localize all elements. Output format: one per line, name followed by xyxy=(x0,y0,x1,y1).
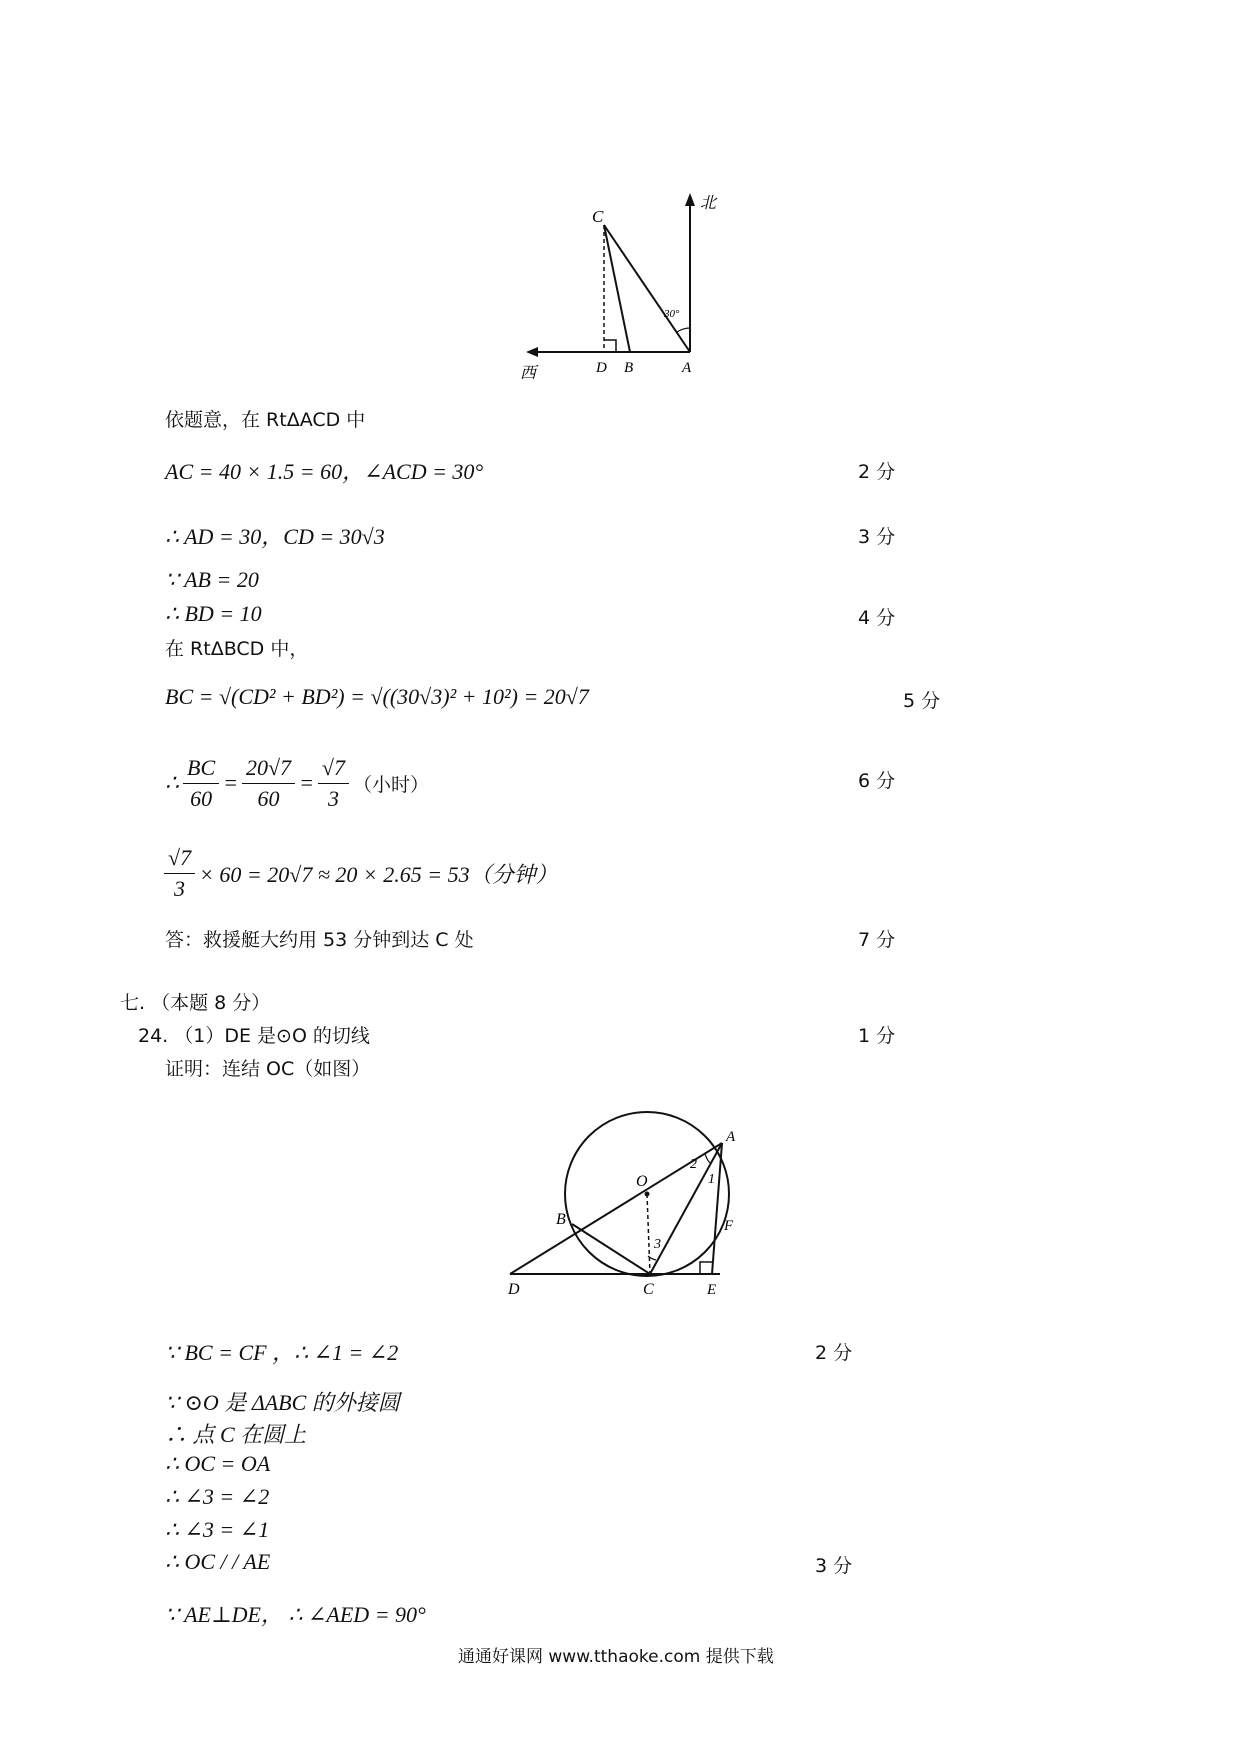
fraction-root7-over-3 xyxy=(164,845,195,902)
fraction-denominator: 60 xyxy=(257,785,280,811)
line-circumcircle: ∵ ⊙O 是 ΔABC 的外接圆 xyxy=(165,1390,400,1415)
figure2-label-F: F xyxy=(724,1218,734,1234)
score-5: 5 分 xyxy=(903,690,941,712)
figure2-label-B: B xyxy=(556,1211,566,1228)
score-2b: 2 分 xyxy=(815,1342,853,1364)
fraction-numerator: BC xyxy=(183,755,219,784)
footer-credit: 通通好课网 www.tthaoke.com 提供下载 xyxy=(458,1647,774,1667)
figure2-label-D: D xyxy=(508,1281,520,1298)
score-2: 2 分 xyxy=(858,461,896,483)
line-ac-value: AC = 40 × 1.5 = 60，∠ACD = 30° xyxy=(165,459,484,484)
figure-compass-diagram xyxy=(520,190,740,390)
line-time-minutes xyxy=(160,838,558,908)
figure1-angle-label: 30° xyxy=(664,308,680,320)
section-heading-7: 七. （本题 8 分） xyxy=(120,992,271,1014)
figure2-angle-1: 1 xyxy=(708,1172,715,1187)
line-time-hours xyxy=(165,748,429,818)
question-24: 24. （1）DE 是⊙O 的切线 xyxy=(138,1025,370,1047)
therefore-symbol: ∴ xyxy=(165,770,179,795)
fraction-bc-over-60 xyxy=(183,755,219,812)
fraction-20root7-over-60 xyxy=(242,755,295,812)
proof-intro: 证明：连结 OC（如图） xyxy=(165,1058,371,1080)
figure2-label-C: C xyxy=(643,1281,654,1298)
figure-circle-diagram xyxy=(500,1098,760,1303)
line-ae-perp-de: ∵ AE⊥DE， ∴ ∠AED = 90° xyxy=(165,1602,426,1627)
fraction-numerator: 20√7 xyxy=(242,755,295,784)
figure1-label-D: D xyxy=(596,360,607,376)
fraction-denominator: 3 xyxy=(327,785,339,811)
fraction-denominator: 60 xyxy=(190,785,213,811)
line-angle3-angle2: ∴ ∠3 = ∠2 xyxy=(165,1484,270,1509)
fraction-numerator: √7 xyxy=(164,845,195,874)
score-1: 1 分 xyxy=(858,1025,896,1047)
score-3b: 3 分 xyxy=(815,1555,853,1577)
line-bc-value: BC = √(CD² + BD²) = √((30√3)² + 10²) = 20√7 xyxy=(165,684,589,709)
line-context: 依题意，在 RtΔACD 中 xyxy=(165,409,366,431)
figure1-west-label: 西 xyxy=(520,365,537,382)
score-3: 3 分 xyxy=(858,526,896,548)
figure2-label-E: E xyxy=(707,1282,717,1298)
unit-hours: （小时） xyxy=(353,773,430,796)
score-7: 7 分 xyxy=(858,929,896,951)
equals-sign: = xyxy=(299,770,314,795)
line-arcs-equal: ∵ BC = CF ，∴ ∠1 = ∠2 xyxy=(165,1340,399,1365)
line-oc-parallel-ae: ∴ OC / / AE xyxy=(165,1549,271,1574)
figure1-label-A: A xyxy=(682,360,692,376)
line-ad-cd: ∴ AD = 30，CD = 30√3 xyxy=(165,524,385,549)
line-ab: ∵ AB = 20 xyxy=(165,567,259,592)
figure2-angle-3: 3 xyxy=(654,1237,661,1252)
figure2-angle-2: 2 xyxy=(690,1157,697,1172)
figure1-label-C: C xyxy=(592,207,604,226)
score-4: 4 分 xyxy=(858,607,896,629)
line-oc-oa: ∴ OC = OA xyxy=(165,1451,271,1476)
line-answer: 答：救援艇大约用 53 分钟到达 C 处 xyxy=(165,929,474,951)
figure1-north-label: 北 xyxy=(700,195,717,212)
figure1-label-B: B xyxy=(624,360,634,376)
equals-sign: = xyxy=(223,770,238,795)
score-6: 6 分 xyxy=(858,770,896,792)
fraction-root7-over-3 xyxy=(318,755,349,812)
figure2-label-O: O xyxy=(636,1173,648,1190)
line-c-on-circle: ∴ 点 C 在圆上 xyxy=(165,1422,307,1447)
minutes-expression: × 60 = 20√7 ≈ 20 × 2.65 = 53（分钟） xyxy=(199,861,558,887)
fraction-numerator: √7 xyxy=(318,755,349,784)
line-angle3-angle1: ∴ ∠3 = ∠1 xyxy=(165,1517,270,1542)
line-bd: ∴ BD = 10 xyxy=(165,601,262,626)
figure2-label-A: A xyxy=(726,1129,736,1145)
fraction-denominator: 3 xyxy=(174,875,186,901)
line-bcd-context: 在 RtΔBCD 中， xyxy=(165,638,309,660)
